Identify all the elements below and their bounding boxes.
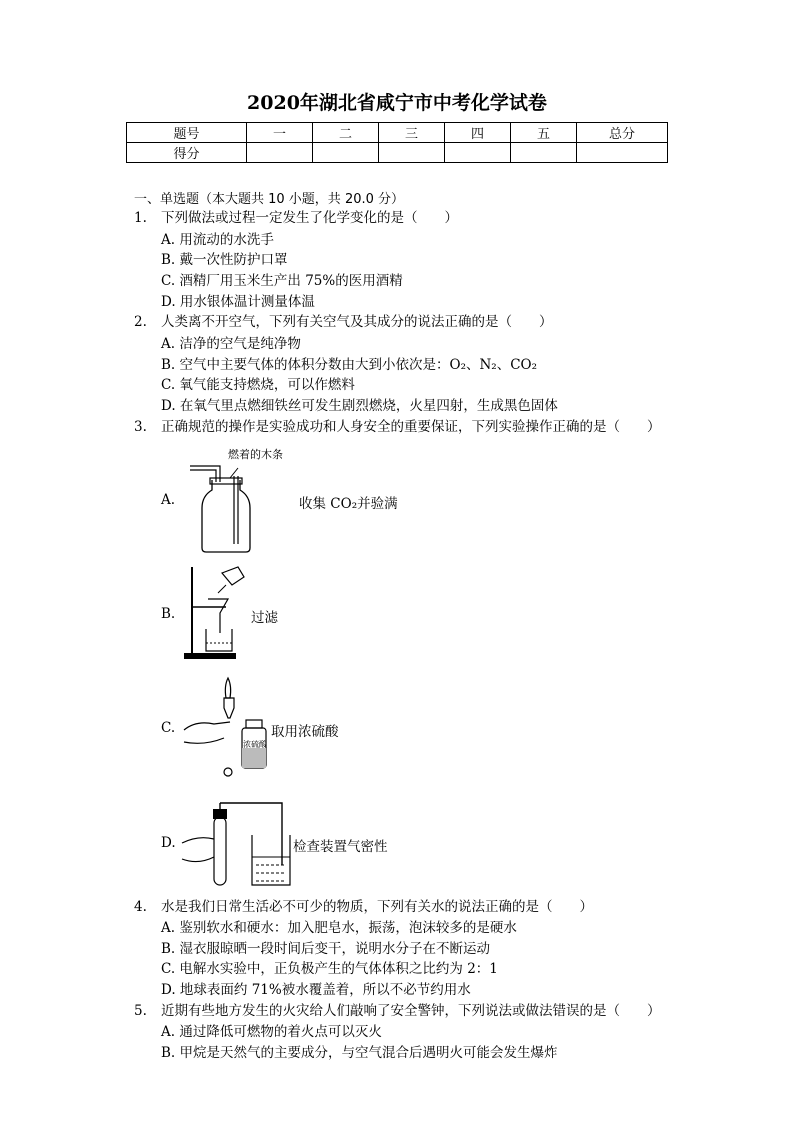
figure-b-label: 过滤 <box>251 610 278 626</box>
gas-bottle-figure <box>190 460 260 555</box>
question-number: 1. <box>134 210 147 226</box>
score-cell <box>313 143 379 163</box>
score-header-cell: 三 <box>379 123 445 143</box>
score-cell <box>445 143 511 163</box>
figure-a-label: 收集 CO₂并验满 <box>299 496 398 512</box>
option-a: A. 鉴别软水和硬水：加入肥皂水，振荡，泡沫较多的是硬水 <box>161 920 517 936</box>
question-number: 5. <box>134 1003 147 1019</box>
score-header-cell: 二 <box>313 123 379 143</box>
score-cell <box>511 143 577 163</box>
score-cell <box>247 143 313 163</box>
option-c: C. 酒精厂用玉米生产出 75%的医用酒精 <box>161 273 403 289</box>
question-number: 4. <box>134 899 147 915</box>
acid-bottle-label: 浓硫酸 <box>243 740 267 749</box>
score-table-header-row <box>127 123 668 143</box>
option-a: A. 通过降低可燃物的着火点可以灭火 <box>161 1024 382 1040</box>
option-d: D. 地球表面约 71%被水覆盖着，所以不必节约用水 <box>161 982 471 998</box>
score-header-cell: 四 <box>445 123 511 143</box>
score-table <box>126 122 668 163</box>
question-stem: 正确规范的操作是实验成功和人身安全的重要保证，下列实验操作正确的是（ ） <box>161 419 661 435</box>
figure-d-label: 检查装置气密性 <box>293 839 388 855</box>
option-b: B. 戴一次性防护口罩 <box>161 252 288 268</box>
section-heading: 一、单选题（本大题共 10 小题，共 20.0 分） <box>134 192 405 207</box>
question-stem: 水是我们日常生活必不可少的物质，下列有关水的说法正确的是（ ） <box>161 899 593 915</box>
option-c: C. 电解水实验中，正负极产生的气体体积之比约为 2：1 <box>161 961 498 977</box>
option-c: C. 氧气能支持燃烧，可以作燃料 <box>161 377 355 393</box>
score-header-cell: 一 <box>247 123 313 143</box>
score-cell <box>577 143 668 163</box>
score-cell <box>379 143 445 163</box>
exam-title: 2020年湖北省咸宁市中考化学试卷 <box>247 92 547 114</box>
option-d: D. 用水银体温计测量体温 <box>161 294 315 310</box>
option-d: D. 在氧气里点燃细铁丝可发生剧烈燃烧，火星四射，生成黑色固体 <box>161 398 558 414</box>
score-header-cell: 题号 <box>127 123 247 143</box>
option-b: B. 甲烷是天然气的主要成分，与空气混合后遇明火可能会发生爆炸 <box>161 1045 558 1061</box>
figure-c-letter: C. <box>161 720 176 736</box>
figure-c-label: 取用浓硫酸 <box>271 724 339 740</box>
score-table-score-row <box>127 143 668 163</box>
figure-b-letter: B. <box>161 606 176 622</box>
option-a: A. 用流动的水洗手 <box>161 232 274 248</box>
figure-a-letter: A. <box>161 492 176 508</box>
figure-a-caption: 燃着的木条 <box>228 448 283 461</box>
question-number: 2. <box>134 314 147 330</box>
airtightness-figure <box>182 799 292 889</box>
question-number: 3. <box>134 419 147 435</box>
score-row-label: 得分 <box>127 143 247 163</box>
option-b: B. 湿衣服晾晒一段时间后变干，说明水分子在不断运动 <box>161 941 491 957</box>
option-a: A. 洁净的空气是纯净物 <box>161 336 301 352</box>
question-stem: 近期有些地方发生的火灾给人们敲响了安全警钟，下列说法或做法错误的是（ ） <box>161 1003 661 1019</box>
filtration-figure <box>182 563 252 661</box>
question-stem: 下列做法或过程一定发生了化学变化的是（ ） <box>161 210 458 226</box>
score-header-cell: 总分 <box>577 123 668 143</box>
question-stem: 人类离不开空气，下列有关空气及其成分的说法正确的是（ ） <box>161 314 553 330</box>
dropper-acid-figure <box>184 676 270 780</box>
option-b: B. 空气中主要气体的体积分数由大到小依次是：O₂、N₂、CO₂ <box>161 357 538 373</box>
score-header-cell: 五 <box>511 123 577 143</box>
figure-d-letter: D. <box>161 835 176 851</box>
